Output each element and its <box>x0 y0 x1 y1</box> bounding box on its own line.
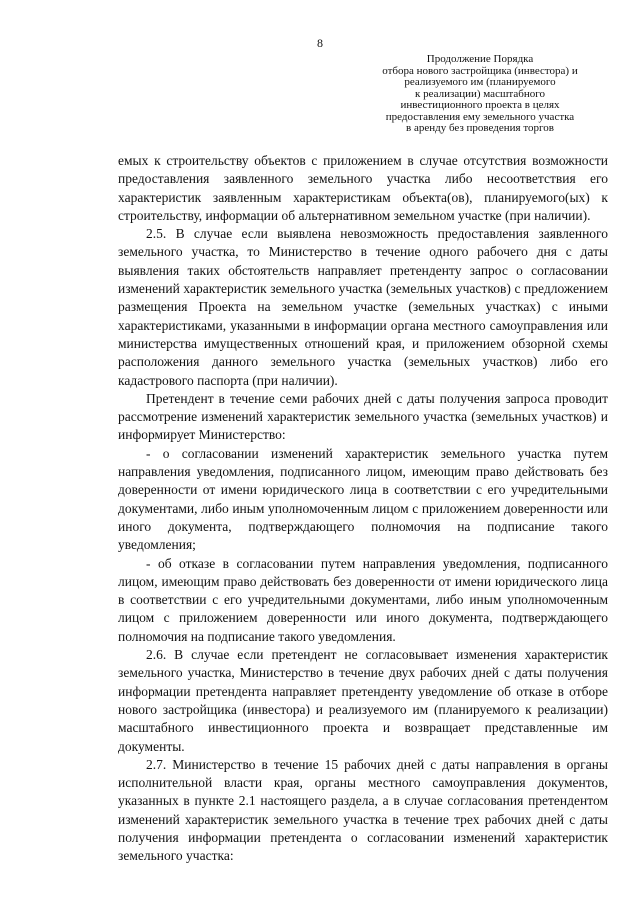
paragraph-continuation: емых к строительству объектов с приложением в случае отсутствия возможности предоставления заявленного земельного участка либо несоответствия его характеристик заявленным характеристикам объекта(ов), планируемого(ых) к строительству, информации об альтернативном земельном участке (при наличии). <box>118 153 608 223</box>
document-header <box>330 54 630 135</box>
page-number: 8 <box>317 36 323 50</box>
header-line: предоставления ему земельного участка <box>385 110 575 123</box>
paragraph-2-7: 2.7. Министерство в течение 15 рабочих дней с даты направления в органы исполнительной власти края, органы местного самоуправления документов, указанных в пункте 2.1 настоящего раздела, а в случае согласования претендентом изменений характеристик земельного участка в течение трех рабочих дней с даты получения информации претендента о согласовании изменений характеристик земельного участка: <box>118 756 608 864</box>
paragraph-2-5: 2.5. В случае если выявлена невозможность предоставления заявленного земельного участка, то Министерство в течение одного рабочего дня с даты выявления таких обстоятельств направляет претенденту запрос о согласовании изменений характеристик земельного участка (земельных участков) с предложением размещения Проекта на земельном участке (земельных участках) с иными характеристиками, указанными в информации органа местного самоуправления или министерства имущественных отношений края, и приложением обзорной схемы расположения данного земельного участка (земельных участков) либо его кадастрового паспорта (при наличии). <box>118 226 608 388</box>
list-item-refusal: - об отказе в согласовании путем направления уведомления, подписанного лицом, имеющим право действовать без доверенности от имени юридического лица в соответствии с его учредительными документами, либо иным уполномоченным лицом с приложением доверенности или иного документа, подтверждающего полномочия на подписание такого уведомления. <box>118 555 608 644</box>
header-line: отбора нового застройщика (инвестора) и <box>382 64 578 77</box>
header-line: инвестиционного проекта в целях <box>400 99 560 111</box>
header-line: к реализации) масштабного <box>415 87 545 100</box>
header-line: в аренду без проведения торгов <box>406 122 554 134</box>
list-item-approval: - о согласовании изменений характеристик земельного участка путем направления уведомления, подписанного лицом, имеющим право действовать без доверенности от имени юридического лица в соответствии с его учредительными документами, либо иным уполномоченным лицом с приложением доверенности или иного документа, подтверждающего полномочия на подписание такого уведомления; <box>118 445 608 553</box>
document-body <box>118 152 608 866</box>
paragraph-2-6: 2.6. В случае если претендент не согласовывает изменения характеристик земельного участка, Министерство в течение двух рабочих дней с даты получения информации претендента направляет претенденту уведомление об отказе в отборе нового застройщика (инвестора) и реализуемого им (планируемого к реализации) масштабного инвестиционного проекта и возвращает представленные им документы. <box>118 647 608 754</box>
header-line: реализуемого им (планируемого <box>404 76 556 88</box>
paragraph-applicant-review: Претендент в течение семи рабочих дней с даты получения запроса проводит рассмотрение изменений характеристик земельного участка (земельных участков) и информирует Министерство: <box>118 390 608 443</box>
header-line: Продолжение Порядка <box>426 53 534 65</box>
